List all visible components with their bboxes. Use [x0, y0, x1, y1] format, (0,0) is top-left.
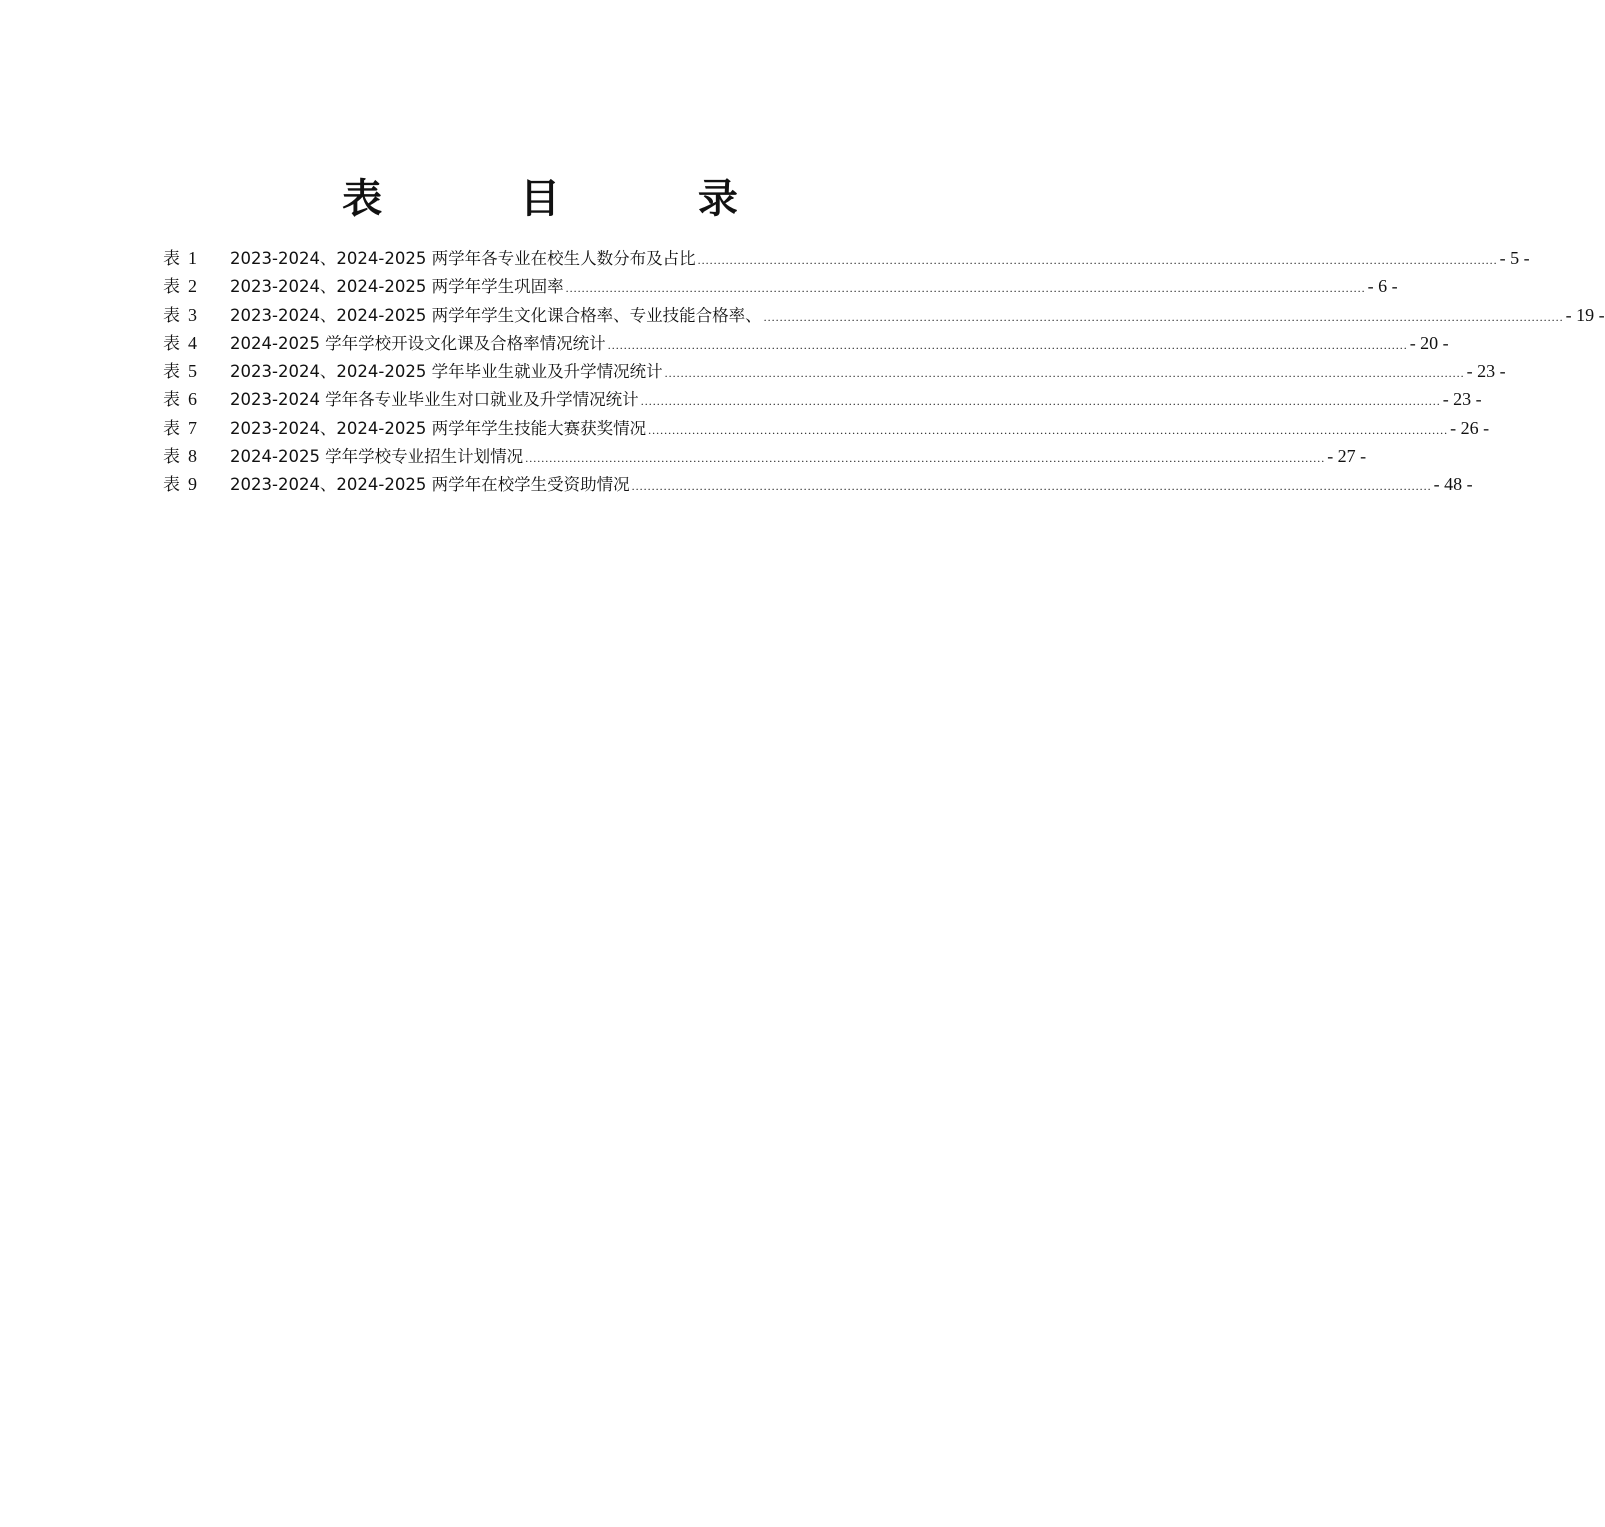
dot-leader: ........................................................................................................................................................................................................	[763, 309, 1564, 324]
toc-entry-number: 4	[188, 332, 197, 353]
toc-entry-prefix: 表	[163, 333, 180, 354]
toc-entry-prefix: 表	[163, 447, 180, 468]
dot-leader: ........................................................................................................................................................................................................	[607, 337, 1408, 352]
toc-entry-number: 3	[188, 304, 197, 325]
toc-entry-2[interactable]	[163, 272, 1398, 300]
toc-entry-caption: 2023-2024 学年各专业毕业生对口就业及升学情况统计	[230, 390, 639, 410]
toc-entry-6[interactable]	[163, 385, 1482, 413]
toc-entry-page: - 20 -	[1409, 332, 1449, 353]
toc-entry-caption: 2023-2024、2024-2025 两学年学生技能大赛获奖情况	[230, 418, 647, 438]
toc-entry-5[interactable]	[163, 357, 1506, 385]
toc-entry-number: 1	[188, 248, 197, 268]
dot-leader: ........................................................................................................................................................................................................	[525, 451, 1326, 466]
toc-entry-caption: 2023-2024、2024-2025 两学年学生巩固率	[230, 277, 564, 297]
toc-entry-number: 7	[188, 417, 197, 438]
toc-entry-prefix: 表	[163, 362, 180, 383]
toc-entry-1[interactable]	[163, 244, 1530, 272]
toc-entry-9[interactable]	[163, 470, 1473, 498]
toc-entry-caption: 2024-2025 学年学校专业招生计划情况	[230, 447, 524, 467]
dot-leader: ........................................................................................................................................................................................................	[664, 366, 1465, 381]
toc-entry-prefix: 表	[163, 390, 180, 411]
toc-entry-4[interactable]	[163, 329, 1449, 357]
toc-entry-7[interactable]	[163, 414, 1490, 442]
toc-entry-page: - 27 -	[1327, 446, 1367, 467]
toc-entry-prefix: 表	[163, 418, 180, 439]
toc-entry-caption: 2023-2024、2024-2025 两学年在校学生受资助情况	[230, 475, 630, 495]
toc-entry-page: - 23 -	[1442, 389, 1482, 410]
toc-entry-caption: 2024-2025 学年学校开设文化课及合格率情况统计	[230, 333, 606, 353]
dot-leader: ........................................................................................................................................................................................................	[697, 253, 1498, 267]
toc-entry-prefix: 表	[163, 277, 180, 298]
toc-entry-number: 2	[188, 276, 197, 297]
toc-entry-page: - 23 -	[1466, 361, 1506, 382]
dot-leader: ........................................................................................................................................................................................................	[648, 422, 1449, 437]
toc-entry-8[interactable]	[163, 442, 1367, 470]
toc-entry-prefix: 表	[163, 475, 180, 496]
toc-entry-page: - 26 -	[1450, 417, 1490, 438]
toc-entry-number: 8	[188, 446, 197, 467]
dot-leader: ........................................................................................................................................................................................................	[565, 281, 1366, 296]
table-of-contents	[163, 244, 1605, 499]
dot-leader: ........................................................................................................................................................................................................	[631, 479, 1432, 494]
toc-entry-page: - 6 -	[1367, 276, 1398, 297]
toc-entry-caption: 2023-2024、2024-2025 两学年各专业在校生人数分布及占比	[230, 249, 696, 268]
toc-entry-number: 6	[188, 389, 197, 410]
toc-entry-caption: 2023-2024、2024-2025 学年毕业生就业及升学情况统计	[230, 362, 663, 382]
toc-entry-prefix: 表	[163, 305, 180, 326]
toc-entry-number: 5	[188, 361, 197, 382]
toc-entry-page: - 5 -	[1499, 248, 1530, 268]
toc-entry-caption: 2023-2024、2024-2025 两学年学生文化课合格率、专业技能合格率、	[230, 305, 762, 325]
toc-entry-page: - 19 -	[1565, 304, 1605, 325]
dot-leader: ........................................................................................................................................................................................................	[640, 394, 1441, 409]
toc-entry-prefix: 表	[163, 249, 180, 269]
toc-entry-page: - 48 -	[1433, 474, 1473, 495]
toc-entry-number: 9	[188, 474, 197, 495]
toc-entry-3[interactable]	[163, 301, 1605, 329]
page-title: 表 目 录	[342, 174, 800, 222]
